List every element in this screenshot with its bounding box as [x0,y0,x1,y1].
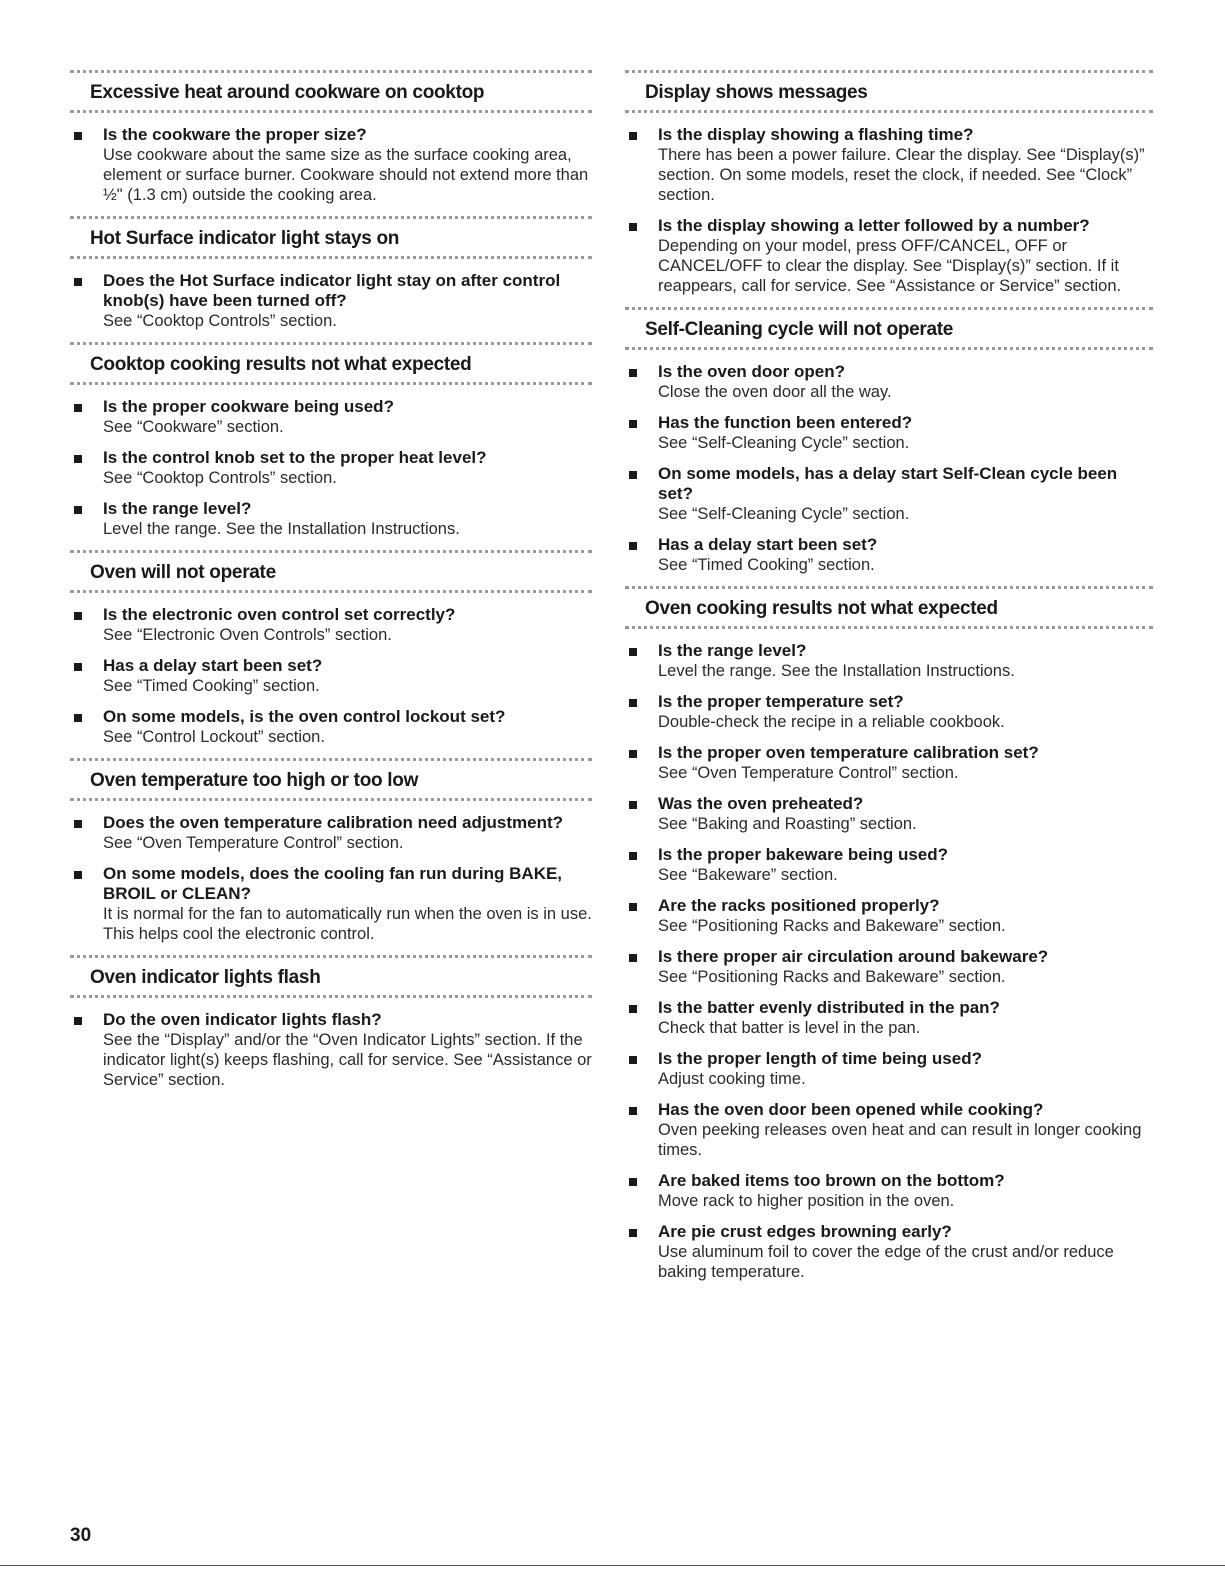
section-heading: Cooktop cooking results not what expected [70,342,592,385]
section-heading: Oven will not operate [70,550,592,593]
square-bullet-icon [629,801,637,809]
list-item [625,125,1153,205]
page-number: 30 [70,1525,92,1546]
question-text: Has the function been entered? [658,413,913,432]
answer-text: See “Bakeware” section. [658,866,838,884]
section-hot-surface-indicator-light-stays-on [70,216,592,331]
section-oven-indicator-lights-flash [70,955,592,1090]
question-text: Is the range level? [103,499,252,518]
list-item [625,998,1153,1038]
answer-text: Close the oven door all the way. [658,383,892,401]
question-text: Is the batter evenly distributed in the pan? [658,998,1000,1017]
section-heading: Display shows messages [625,70,1153,113]
question-text: Is the cookware the proper size? [103,125,367,144]
square-bullet-icon [629,132,637,140]
question-text: Are baked items too brown on the bottom? [658,1171,1005,1190]
question-text: Is the proper temperature set? [658,692,904,711]
square-bullet-icon [629,471,637,479]
question-text: On some models, is the oven control lockout set? [103,707,506,726]
answer-text: Use aluminum foil to cover the edge of the crust and/or reduce baking temperature. [658,1243,1114,1281]
list-item [625,1222,1153,1282]
answer-text: Oven peeking releases oven heat and can result in longer cooking times. [658,1121,1142,1159]
list-item [625,692,1153,732]
list-item [70,656,592,696]
square-bullet-icon [629,1056,637,1064]
question-text: Is the display showing a flashing time? [658,125,974,144]
list-item [625,535,1153,575]
section-oven-temperature-too-high-or-too-low [70,758,592,944]
square-bullet-icon [74,506,82,514]
section-heading: Oven temperature too high or too low [70,758,592,801]
answer-text: See “Cooktop Controls” section. [103,469,337,487]
answer-text: Adjust cooking time. [658,1070,806,1088]
list-item [70,125,592,205]
answer-text: See “Cooktop Controls” section. [103,312,337,330]
section-display-shows-messages [625,70,1153,296]
right-column [625,70,1153,1293]
answer-text: See “Self-Cleaning Cycle” section. [658,434,910,452]
answer-text: See “Oven Temperature Control” section. [658,764,959,782]
section-heading: Hot Surface indicator light stays on [70,216,592,259]
answer-text: See “Self-Cleaning Cycle” section. [658,505,910,523]
section-excessive-heat-around-cookware-on-cooktop [70,70,592,205]
square-bullet-icon [629,223,637,231]
question-text: Is the proper bakeware being used? [658,845,949,864]
list-item [625,362,1153,402]
question-text: Are pie crust edges browning early? [658,1222,952,1241]
section-heading: Excessive heat around cookware on cooktop [70,70,592,113]
square-bullet-icon [74,132,82,140]
square-bullet-icon [629,1107,637,1115]
question-text: Was the oven preheated? [658,794,864,813]
square-bullet-icon [74,455,82,463]
list-item [625,845,1153,885]
list-item [70,813,592,853]
left-column [70,70,592,1101]
answer-text: See “Positioning Racks and Bakeware” section. [658,917,1006,935]
list-item [70,1010,592,1090]
question-list [70,1010,592,1090]
list-item [625,216,1153,296]
square-bullet-icon [629,369,637,377]
section-cooktop-cooking-results-not-what-expected [70,342,592,539]
square-bullet-icon [629,699,637,707]
question-text: On some models, has a delay start Self-Clean cycle been set? [658,464,1118,503]
list-item [625,1100,1153,1160]
answer-text: See “Control Lockout” section. [103,728,325,746]
section-oven-will-not-operate [70,550,592,747]
square-bullet-icon [74,612,82,620]
question-list [625,362,1153,575]
square-bullet-icon [629,852,637,860]
question-text: Does the oven temperature calibration need adjustment? [103,813,564,832]
question-text: Does the Hot Surface indicator light stay on after control knob(s) have been turned off? [103,271,561,310]
answer-text: See “Timed Cooking” section. [103,677,320,695]
bottom-rule [0,1565,1225,1566]
square-bullet-icon [629,954,637,962]
answer-text: There has been a power failure. Clear the display. See “Display(s)” section. On some models, reset the clock, if needed. See “Clock” section. [658,146,1145,204]
question-text: Are the racks positioned properly? [658,896,940,915]
answer-text: See “Positioning Racks and Bakeware” section. [658,968,1006,986]
list-item [625,413,1153,453]
answer-text: Use cookware about the same size as the surface cooking area, element or surface burner. Cookware should not extend more than ½" (1.3 cm) outside the cooking area. [103,146,589,204]
answer-text: See “Electronic Oven Controls” section. [103,626,392,644]
answer-text: See “Oven Temperature Control” section. [103,834,404,852]
question-list [70,813,592,944]
question-text: On some models, does the cooling fan run during BAKE, BROIL or CLEAN? [103,864,563,903]
question-list [70,397,592,539]
answer-text: See “Baking and Roasting” section. [658,815,917,833]
question-text: Is there proper air circulation around bakeware? [658,947,1049,966]
question-text: Has a delay start been set? [103,656,323,675]
question-list [70,605,592,747]
square-bullet-icon [629,648,637,656]
section-oven-cooking-results-not-what-expected [625,586,1153,1282]
square-bullet-icon [629,750,637,758]
question-text: Is the range level? [658,641,807,660]
section-heading: Oven indicator lights flash [70,955,592,998]
list-item [70,271,592,331]
section-heading: Self-Cleaning cycle will not operate [625,307,1153,350]
question-text: Is the display showing a letter followed by a number? [658,216,1090,235]
list-item [70,499,592,539]
square-bullet-icon [629,542,637,550]
square-bullet-icon [74,820,82,828]
answer-text: Level the range. See the Installation Instructions. [658,662,1015,680]
list-item [625,743,1153,783]
answer-text: See “Timed Cooking” section. [658,556,875,574]
question-list [70,125,592,205]
question-text: Is the electronic oven control set correctly? [103,605,456,624]
question-text: Do the oven indicator lights flash? [103,1010,382,1029]
square-bullet-icon [629,903,637,911]
list-item [70,605,592,645]
list-item [625,794,1153,834]
square-bullet-icon [74,404,82,412]
square-bullet-icon [74,663,82,671]
answer-text: See the “Display” and/or the “Oven Indicator Lights” section. If the indicator light(s) keeps flashing, call for service. See “Assistance or Service” section. [103,1031,592,1089]
list-item [70,864,592,944]
square-bullet-icon [74,278,82,286]
question-text: Is the proper cookware being used? [103,397,394,416]
list-item [70,707,592,747]
answer-text: Level the range. See the Installation Instructions. [103,520,460,538]
square-bullet-icon [629,1229,637,1237]
answer-text: See “Cookware” section. [103,418,284,436]
list-item [625,464,1153,524]
question-text: Has a delay start been set? [658,535,878,554]
square-bullet-icon [629,420,637,428]
square-bullet-icon [629,1178,637,1186]
list-item [625,1049,1153,1089]
answer-text: Check that batter is level in the pan. [658,1019,921,1037]
answer-text: It is normal for the fan to automatically run when the oven is in use. This helps cool the electronic control. [103,905,592,943]
answer-text: Double-check the recipe in a reliable cookbook. [658,713,1005,731]
answer-text: Depending on your model, press OFF/CANCEL, OFF or CANCEL/OFF to clear the display. See “Display(s)” section. If it reappears, call for service. See “Assistance or Service” section. [658,237,1122,295]
list-item [625,947,1153,987]
question-list [625,641,1153,1282]
question-text: Has the oven door been opened while cooking? [658,1100,1044,1119]
square-bullet-icon [74,1017,82,1025]
answer-text: Move rack to higher position in the oven. [658,1192,955,1210]
list-item [70,448,592,488]
list-item [625,896,1153,936]
square-bullet-icon [74,871,82,879]
list-item [625,641,1153,681]
question-text: Is the proper oven temperature calibration set? [658,743,1039,762]
square-bullet-icon [74,714,82,722]
question-list [70,271,592,331]
question-text: Is the control knob set to the proper heat level? [103,448,487,467]
section-heading: Oven cooking results not what expected [625,586,1153,629]
question-text: Is the proper length of time being used? [658,1049,982,1068]
question-text: Is the oven door open? [658,362,846,381]
square-bullet-icon [629,1005,637,1013]
list-item [625,1171,1153,1211]
question-list [625,125,1153,296]
list-item [70,397,592,437]
section-self-cleaning-cycle-will-not-operate [625,307,1153,575]
